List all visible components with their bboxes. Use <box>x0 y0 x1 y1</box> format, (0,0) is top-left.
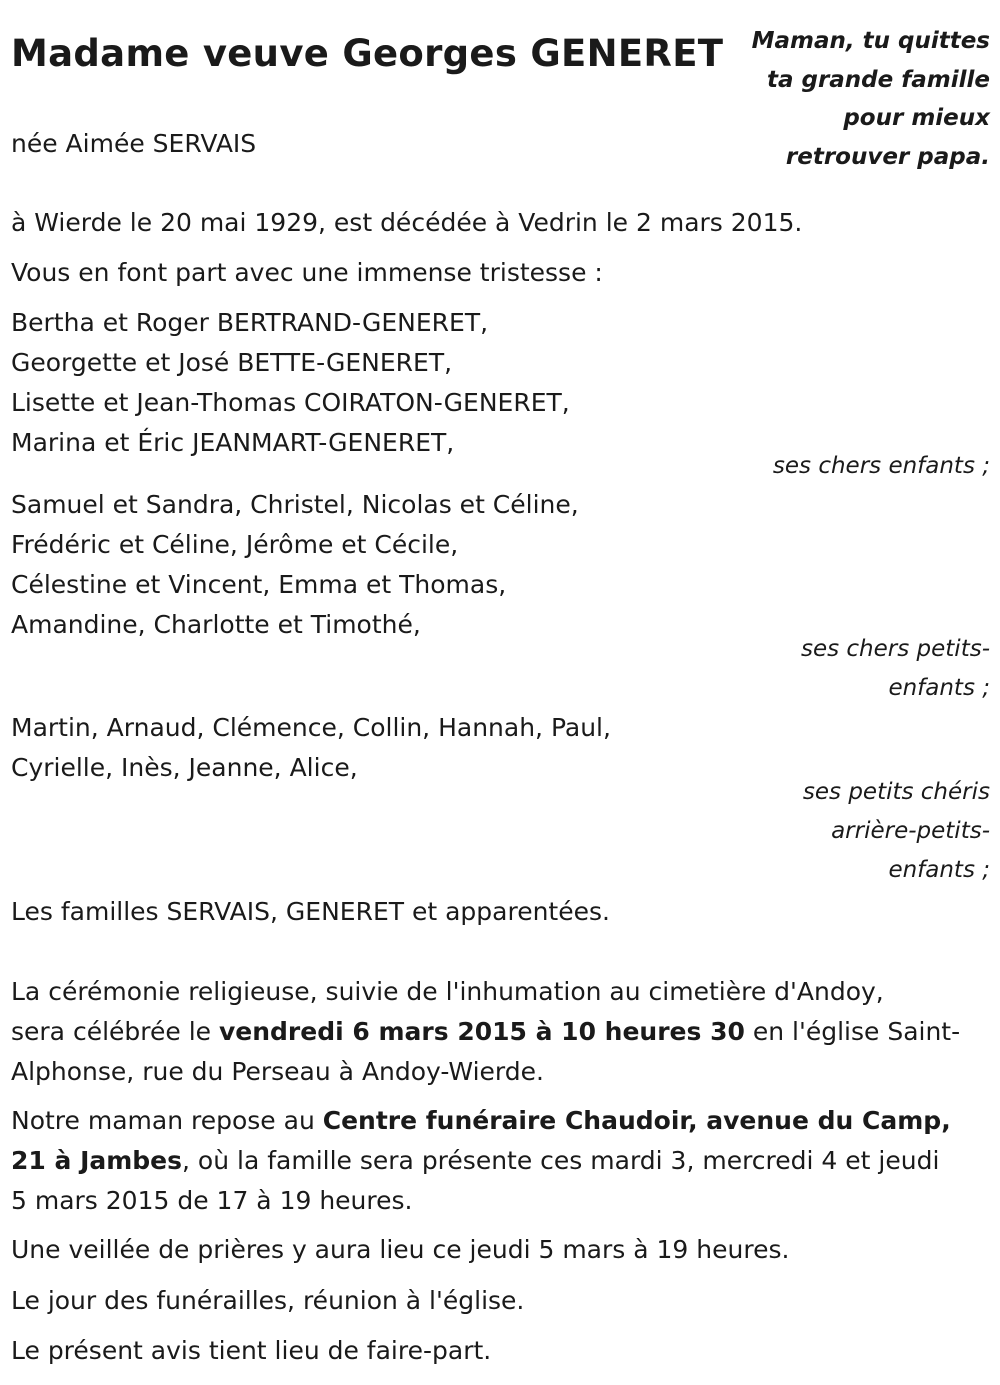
role-line: ses petits chéris <box>802 779 990 805</box>
ceremony-line: La cérémonie religieuse, suivie de l'inhumation au cimetière d'Andoy, <box>11 977 884 1006</box>
page-title: Madame veuve Georges GENERET <box>11 32 724 75</box>
ceremony-line: Alphonse, rue du Perseau à Andoy-Wierde. <box>11 1057 544 1086</box>
funeral-home-address: Centre funéraire Chaudoir, avenue du Camp, <box>322 1106 951 1135</box>
list-item: Bertha et Roger BERTRAND-GENERET, <box>11 308 489 337</box>
birth-death-line: à Wierde le 20 mai 1929, est décédée à Vedrin le 2 mars 2015. <box>11 208 803 237</box>
list-item: Cyrielle, Inès, Jeanne, Alice, <box>11 753 358 782</box>
role-line: ses chers petits- <box>800 636 990 662</box>
role-line: enfants ; <box>888 857 990 883</box>
list-item: Amandine, Charlotte et Timothé, <box>11 610 421 639</box>
text-segment: en l'église Saint- <box>744 1017 961 1046</box>
ceremony-paragraph <box>11 972 960 1092</box>
announcement-line: Vous en font part avec une immense tristesse : <box>11 258 603 287</box>
quote-line: ta grande famille <box>766 66 990 93</box>
role-line: ses chers enfants ; <box>772 453 990 479</box>
list-item: Marina et Éric JEANMART-GENERET, <box>11 428 455 457</box>
funeral-home-paragraph <box>11 1101 951 1221</box>
children-role <box>773 447 990 486</box>
grandchildren-role <box>801 630 990 708</box>
maiden-name: née Aimée SERVAIS <box>11 129 257 158</box>
funeral-home-line <box>11 1101 951 1141</box>
families-line: Les familles SERVAIS, GENERET et apparentées. <box>11 897 610 926</box>
quote-line: pour mieux <box>843 105 990 131</box>
list-item: Samuel et Sandra, Christel, Nicolas et Céline, <box>11 490 579 519</box>
great-grandchildren-role <box>803 773 990 890</box>
vigil-line: Une veillée de prières y aura lieu ce jeudi 5 mars à 19 heures. <box>11 1235 790 1264</box>
grandchildren-list <box>11 485 579 645</box>
funeral-home-line <box>11 1141 951 1181</box>
list-item: Frédéric et Céline, Jérôme et Cécile, <box>11 530 459 559</box>
text-segment: , où la famille sera présente ces mardi 3, mercredi 4 et jeudi <box>182 1146 940 1175</box>
role-line: arrière-petits- <box>831 818 990 844</box>
role-line: enfants ; <box>888 675 990 701</box>
text-segment: sera célébrée le <box>11 1017 219 1046</box>
list-item: Lisette et Jean-Thomas COIRATON-GENERET, <box>11 388 570 417</box>
list-item: Georgette et José BETTE-GENERET, <box>11 348 453 377</box>
children-list <box>11 303 570 463</box>
quote-line: Maman, tu quittes <box>751 28 990 54</box>
ceremony-date: vendredi 6 mars 2015 à 10 heures 30 <box>218 1017 745 1046</box>
text-segment: Notre maman repose au <box>11 1106 323 1135</box>
notice-line: Le présent avis tient lieu de faire-part. <box>11 1336 492 1365</box>
quote-line: retrouver papa. <box>785 143 990 170</box>
list-item: Célestine et Vincent, Emma et Thomas, <box>11 570 507 599</box>
epitaph-quote <box>752 22 990 176</box>
funeral-home-line: 5 mars 2015 de 17 à 19 heures. <box>11 1186 413 1215</box>
funeral-home-address: 21 à Jambes <box>11 1146 183 1175</box>
great-grandchildren-list <box>11 708 611 788</box>
list-item: Martin, Arnaud, Clémence, Collin, Hannah, Paul, <box>11 713 611 742</box>
meeting-line: Le jour des funérailles, réunion à l'église. <box>11 1286 525 1315</box>
ceremony-line <box>11 1012 960 1052</box>
